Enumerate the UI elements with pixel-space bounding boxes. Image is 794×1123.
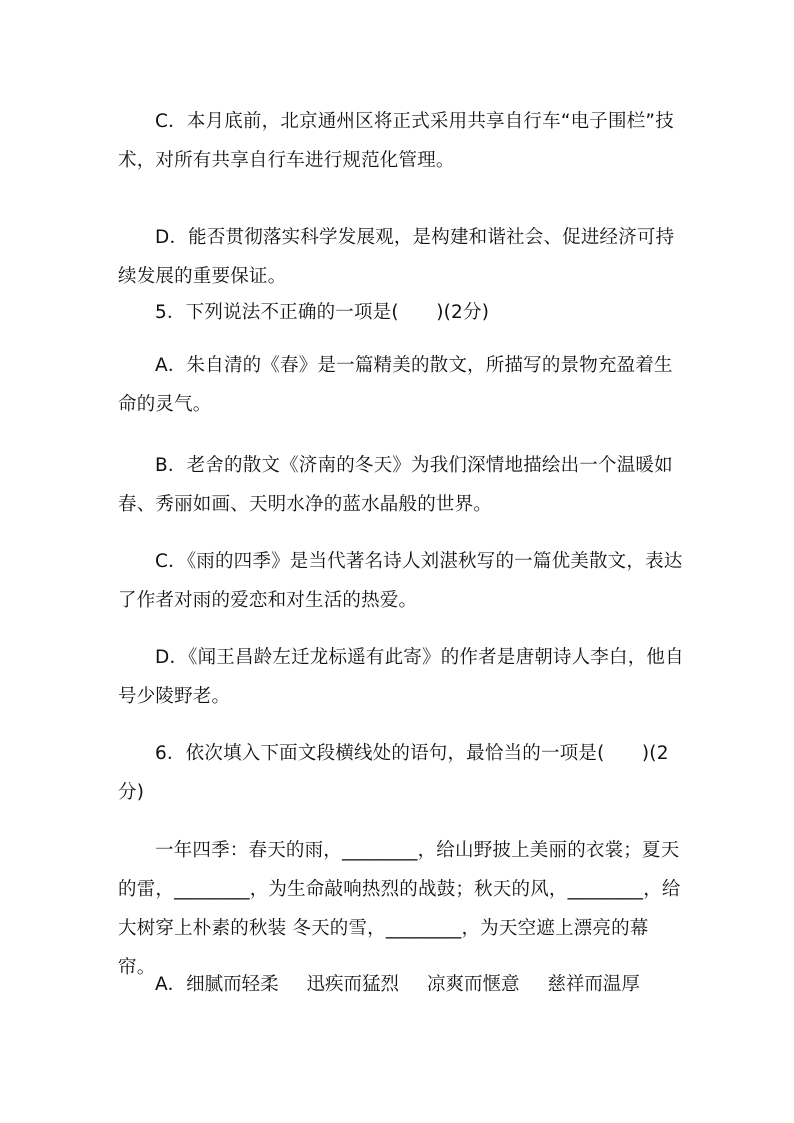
option-4c: C．本月底前，北京通州区将正式采用共享自行车“电子围栏”技术，对所有共享自行车进行规范化管理。 (118, 111, 674, 171)
option-6a (155, 965, 640, 1004)
question-6: 6．依次填入下面文段横线处的语句，最恰当的一项是( )(2分) (118, 743, 669, 803)
option-5d: D．《闻王昌龄左迁龙标遥有此寄》的作者是唐朝诗人李白，他自号少陵野老。 (118, 647, 684, 707)
option-5b: B．老舍的散文《济南的冬天》为我们深情地描绘出一个温暖如春、秀丽如画、天明水净的蓝水晶般的世界。 (118, 455, 673, 515)
option-6a-label: A．细腻而轻柔 (155, 974, 279, 995)
option-5c: C．《雨的四季》是当代著名诗人刘湛秋写的一篇优美散文，表达了作者对雨的爱恋和对生活的热爱。 (118, 551, 683, 611)
option-4d: D．能否贯彻落实科学发展观，是构建和谐社会、促进经济可持续发展的重要保证。 (118, 227, 675, 287)
option-5a: A．朱自清的《春》是一篇精美的散文，所描写的景物充盈着生命的灵气。 (118, 355, 673, 415)
question-6-passage: 一年四季：春天的雨，________，给山野披上美丽的衣裳；夏天的雷，________，为生命敲响热烈的战鼓；秋天的风，________，给大树穿上朴素的秋装 冬天的雪，________，为天空遮上漂亮的幕帘。 (118, 840, 681, 978)
question-5: 5．下列说法不正确的一项是( )(2分) (155, 302, 490, 323)
option-6a-item-1: 迅疾而猛烈 (306, 974, 400, 995)
option-6a-item-2: 凉爽而惬意 (426, 974, 520, 995)
option-6a-item-3: 慈祥而温厚 (547, 974, 640, 995)
